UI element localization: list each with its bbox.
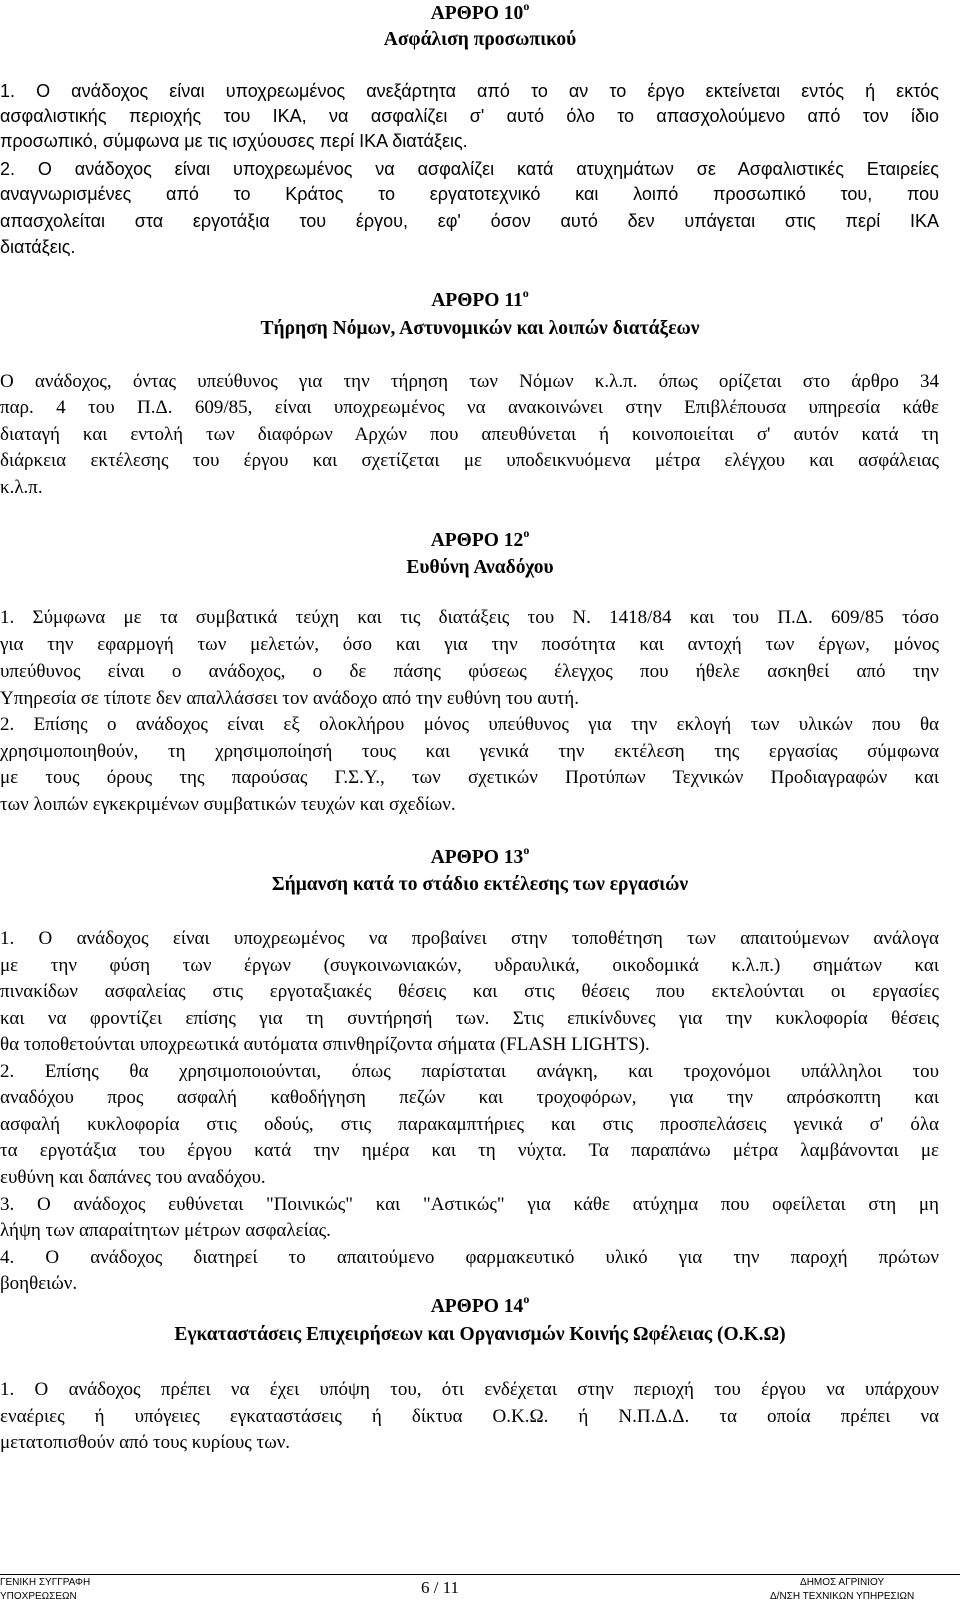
footer-right-line1: ΔΗΜΟΣ ΑΓΡΙΝΙΟΥ [800,1577,885,1588]
paragraph-line: Υπηρεσία σε τίποτε δεν απαλλάσσει τον ανάδοχο από την ευθύνη του αυτή. [0,688,579,709]
paragraph-line: εναέριες ή υπόγειες εγκαταστάσεις ή δίκτυα Ο.Κ.Ω. ή Ν.Π.Δ.Δ. τα οποία πρέπει να [0,1406,939,1427]
paragraph-line: 2. Επίσης ο ανάδοχος είναι εξ ολοκλήρου μόνος υπεύθυνος για την εκλογή των υλικών που θα [0,714,939,735]
paragraph-line: κ.λ.π. [0,477,43,498]
paragraph-line: αναδόχου προς ασφαλή καθοδήγηση πεζών και τροχοφόρων, για την απρόσκοπτη και [0,1087,939,1108]
article-13-number: ΑΡΘΡΟ $13^o$ [430,843,530,868]
footer-left-line1: ΓΕΝΙΚΗ ΣΥΓΓΡΑΦΗ [0,1577,91,1588]
paragraph-line: υπεύθυνος είναι ο ανάδοχος, ο δε πάσης φύσεως έλεγχος που ήθελε ασκηθεί από την [0,661,939,682]
paragraph-line: παρ. 4 του Π.Δ. 609/85, είναι υποχρεωμένος να ανακοινώνει στην Επιβλέπουσα υπηρεσία κάθε [0,397,939,418]
paragraph-line: μετατοπισθούν από τους κυρίους των. [0,1432,291,1453]
article-14-number: ΑΡΘΡΟ $14^o$ [430,1292,530,1317]
paragraph-line: 1. Ο ανάδοχος είναι υποχρεωμένος ανεξάρτητα από το αν το έργο εκτείνεται εντός ή εκτός [0,81,939,101]
footer-right [770,1576,914,1604]
article-14-title: Εγκαταστάσεις Επιχειρήσεων και Οργανισμών Κοινής Ωφέλειας (Ο.Κ.Ω) [174,1324,786,1345]
paragraph-line: διαταγή και εντολή των διαφόρων Αρχών που απευθύνεται ή κοινοποιείται σ' αυτόν κατά τη [0,424,939,445]
paragraph-line: και να φροντίζει επίσης για τη συντήρησή των. Στις επικίνδυνες για την κυκλοφορία θέσεις [0,1008,939,1029]
paragraph-line: 1. Σύμφωνα με τα συμβατικά τεύχη και τις διατάξεις του Ν. 1418/84 και του Π.Δ. 609/85 τόσο [0,607,939,628]
paragraph-line: 1. Ο ανάδοχος πρέπει να έχει υπόψη του, ότι ενδέχεται στην περιοχή του έργου να υπάρχουν [0,1379,939,1400]
paragraph-line: 1. Ο ανάδοχος είναι υποχρεωμένος να προβαίνει στην τοποθέτηση των απαιτούμενων ανάλογα [0,928,939,949]
paragraph-line: Ο ανάδοχος, όντας υπεύθυνος για την τήρηση των Νόμων κ.λ.π. όπως ορίζεται στο άρθρο 34 [0,371,939,392]
paragraph-line: λήψη των απαραίτητων μέτρων ασφαλείας. [0,1220,331,1241]
article-12-number: ΑΡΘΡΟ $12^o$ [430,526,530,551]
page-number: 6 / 11 [420,1578,460,1597]
paragraph-line: των λοιπών εγκεκριμένων συμβατικών τευχών και σχεδίων. [0,794,456,815]
article-10-title: Ασφάλιση προσωπικού [383,29,577,50]
paragraph-line: τα εργοτάξια του έργου κατά την ημέρα και τη νύχτα. Τα παραπάνω μέτρα λαμβάνονται με [0,1140,939,1161]
paragraph-line: απασχολείται στα εργοτάξια του έργου, εφ' όσον αυτό δεν υπάγεται στις περί ΙΚΑ [0,211,939,231]
paragraph-line: με τους όρους της παρούσας Γ.Σ.Υ., των σχετικών Προτύπων Τεχνικών Προδιαγραφών και [0,767,939,788]
paragraph-line: διάρκεια εκτέλεσης του έργου και σχετίζεται με υποδεικνυόμενα μέτρα ελέγχου και ασφάλειας [0,450,939,471]
paragraph-line: ασφαλιστικής περιοχής του ΙΚΑ, να ασφαλίζει σ' αυτό όλο το απασχολούμενο από τον ίδιο [0,106,939,126]
paragraph-line: αναγνωρισμένες από το Κράτος το εργατοτεχνικό και λοιπό προσωπικό του, που [0,184,939,204]
paragraph-line: 4. Ο ανάδοχος διατηρεί το απαιτούμενο φαρμακευτικό υλικό για την παροχή πρώτων [0,1247,939,1268]
paragraph-line: 2. Επίσης θα χρησιμοποιούνται, όπως παρίσταται ανάγκη, και τροχονόμοι υπάλληλοι του [0,1061,939,1082]
footer-rule [0,1574,960,1575]
paragraph-line: πινακίδων ασφαλείας στις εργοταξιακές θέσεις και στις θέσεις που εκτελούνται οι εργασίες [0,981,939,1002]
footer-right-line2: Δ/ΝΣΗ ΤΕΧΝΙΚΩΝ ΥΠΗΡΕΣΙΩΝ [770,1591,915,1602]
article-12-title: Ευθύνη Αναδόχου [406,557,554,578]
paragraph-line: 2. Ο ανάδοχος είναι υποχρεωμένος να ασφαλίζει κατά ατυχημάτων σε Ασφαλιστικές Εταιρείες [0,159,939,179]
paragraph-line: θα τοποθετούνται υποχρεωτικά αυτόματα σπινθηρίζοντα σήματα (FLASH LIGHTS). [0,1034,650,1055]
paragraph-line: με την φύση των έργων (συγκοινωνιακών, υδραυλικά, οικοδομικά κ.λ.π.) σημάτων και [0,955,939,976]
article-11-title: Τήρηση Νόμων, Αστυνομικών και λοιπών διατάξεων [260,318,700,339]
article-11-number: ΑΡΘΡΟ $11^o$ [431,286,529,311]
paragraph-line: βοηθειών. [0,1273,78,1294]
paragraph-line: ασφαλή κυκλοφορία στις οδούς, στις παρακαμπτήριες και στις προσπελάσεις γενικά σ' όλα [0,1114,939,1135]
paragraph-line: ευθύνη και δαπάνες του αναδόχου. [0,1167,266,1188]
article-10-number: ΑΡΘΡΟ $10^o$ [430,0,530,24]
article-13-title: Σήμανση κατά το στάδιο εκτέλεσης των εργασιών [271,874,689,895]
paragraph-line: χρησιμοποιηθούν, τη χρησιμοποίησή τους και γενικά την εκτέλεση της εργασίας σύμφωνα [0,741,939,762]
paragraph-line: 3. Ο ανάδοχος ευθύνεται "Ποινικώς" και "Αστικώς" για κάθε ατύχημα που οφείλεται στη μη [0,1194,939,1215]
paragraph-line: διατάξεις. [0,237,76,257]
footer-left [0,1576,90,1604]
paragraph-line: προσωπικό, σύμφωνα με τις ισχύουσες περί ΙΚΑ διατάξεις. [0,131,468,151]
paragraph-line: για την εφαρμογή των μελετών, όσο και για την ποσότητα και αντοχή των έργων, μόνος [0,634,939,655]
footer-left-line2: ΥΠΟΧΡΕΩΣΕΩΝ [0,1591,77,1602]
